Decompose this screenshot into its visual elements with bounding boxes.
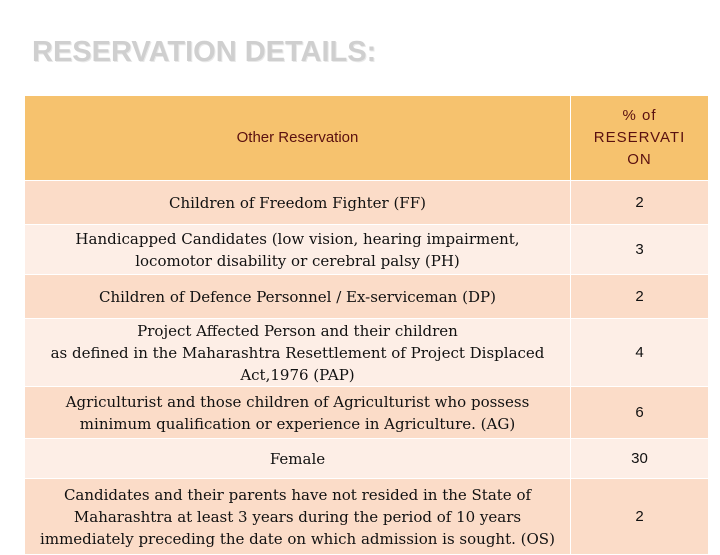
reservation-category-line: minimum qualification or experience in Agriculture. (AG)	[79, 414, 516, 433]
reservation-category-line: immediately preceding the date on which admission is sought. (OS)	[40, 529, 555, 548]
reservation-category-line: locomotor disability or cerebral palsy (PH)	[135, 251, 460, 270]
reservation-category	[25, 319, 571, 387]
reservation-category	[25, 181, 571, 225]
reservation-percent: 3	[571, 225, 709, 275]
table-row	[25, 225, 709, 275]
reservation-category	[25, 439, 571, 479]
reservation-category-line: as defined in the Maharashtra Resettlement of Project Displaced	[50, 343, 545, 362]
table-row	[25, 387, 709, 439]
reservation-category-line: Children of Freedom Fighter (FF)	[169, 193, 426, 212]
reservation-category-line: Maharashtra at least 3 years during the period of 10 years	[73, 507, 522, 526]
header-percent-line3: ON	[627, 151, 652, 168]
reservation-category-line: Female	[269, 449, 326, 468]
reservation-percent: 2	[571, 479, 709, 555]
table-row	[25, 479, 709, 555]
header-percent-of-reservation	[571, 96, 709, 181]
table-row	[25, 439, 709, 479]
header-row	[25, 96, 709, 181]
reservation-category-line: Project Affected Person and their children	[137, 321, 458, 340]
reservation-category	[25, 225, 571, 275]
reservation-category-line: Candidates and their parents have not resided in the State of	[63, 485, 532, 504]
header-other-reservation: Other Reservation	[25, 96, 571, 181]
header-percent-line1: % of	[622, 107, 657, 124]
reservation-percent: 2	[571, 181, 709, 225]
reservation-category-line: Act,1976 (PAP)	[240, 365, 355, 384]
reservation-category-line: Handicapped Candidates (low vision, hearing impairment,	[75, 229, 520, 248]
header-percent-line2: RESERVATI	[593, 129, 686, 146]
table-row	[25, 275, 709, 319]
reservation-percent: 4	[571, 319, 709, 387]
table-row	[25, 319, 709, 387]
reservation-percent: 2	[571, 275, 709, 319]
reservation-category-line: Agriculturist and those children of Agriculturist who possess	[65, 392, 530, 411]
reservation-category-line: Children of Defence Personnel / Ex-serviceman (DP)	[99, 287, 496, 306]
reservation-percent: 6	[571, 387, 709, 439]
slide-title: RESERVATION DETAILS:	[32, 36, 377, 68]
reservation-percent: 30	[571, 439, 709, 479]
reservation-table	[24, 95, 709, 555]
reservation-category	[25, 275, 571, 319]
reservation-category	[25, 479, 571, 555]
table-row	[25, 181, 709, 225]
reservation-category	[25, 387, 571, 439]
